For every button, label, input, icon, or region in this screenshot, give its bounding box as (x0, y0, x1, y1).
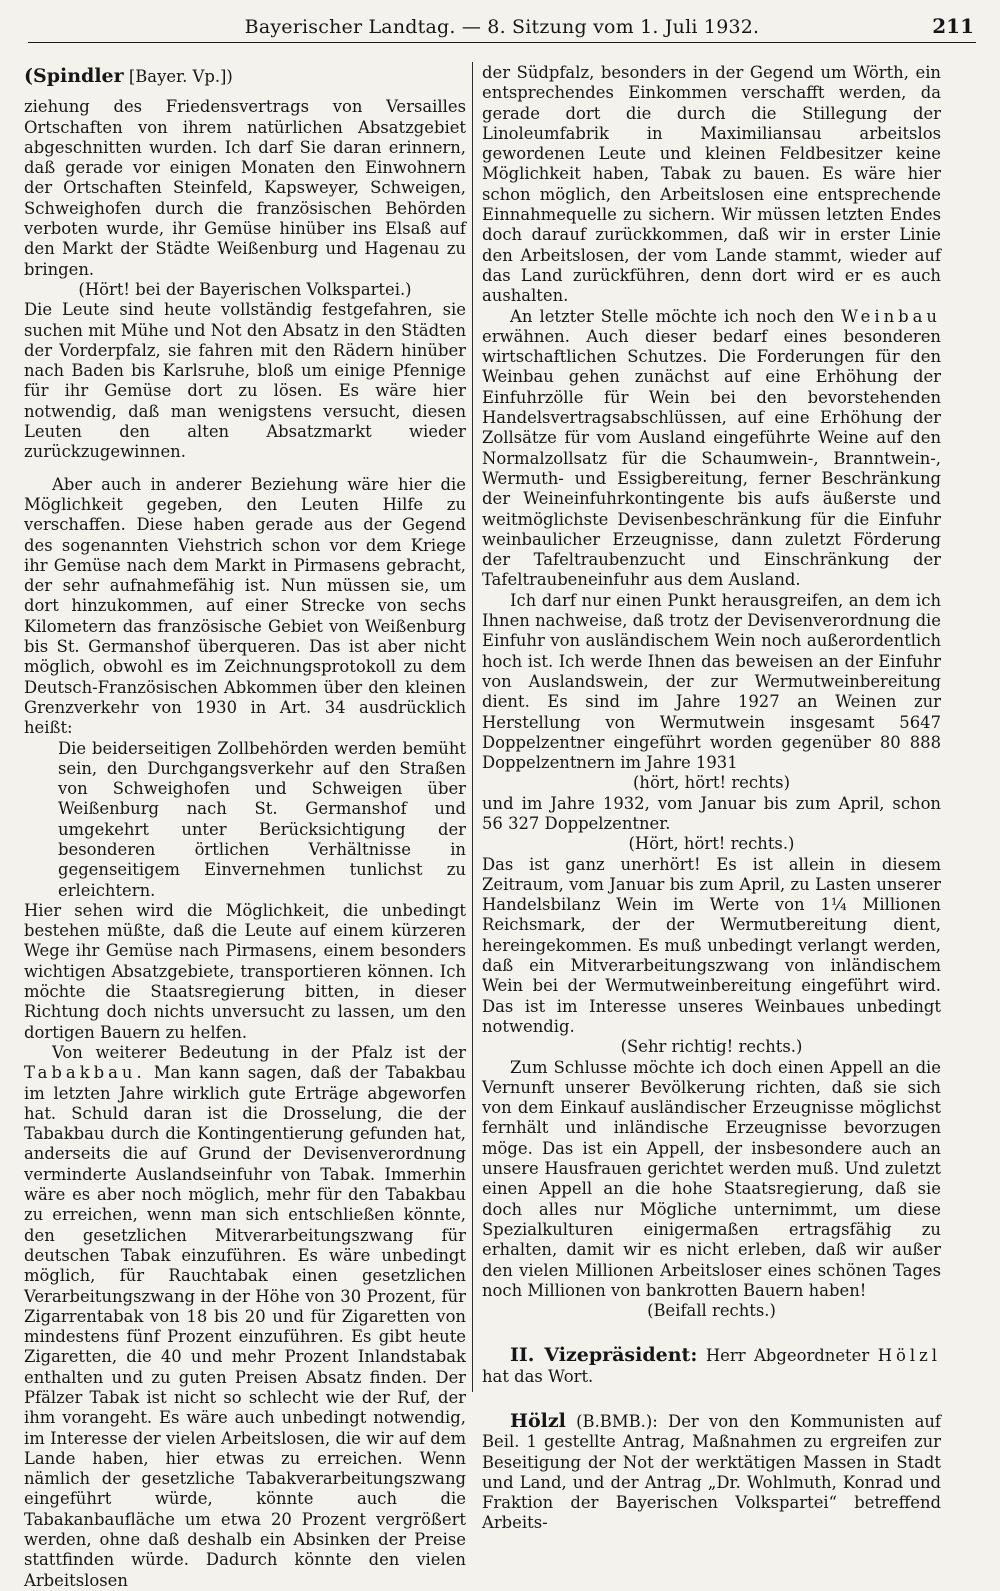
paragraph: Ich darf nur einen Punkt herausgreifen, an dem ich Ihnen nachweise, daß trotz der Devisenverordnung die Einfuhr von ausländischem Wein noch außerordentlich hoch ist. Ich werde Ihnen das beweisen an der Einfuhr von Auslandswein, der zur Wermutweinbereitung dient. Es sind im Jahre 1927 an Weinen zur Herstellung von Wermutwein insgesamt 5647 Doppelzentner eingeführt worden gegenüber 80 888 Doppelzentnern im Jahre 1931 (482, 590, 941, 773)
interjection: (Hört, hört! rechts.) (628, 834, 795, 854)
interjection: (hört, hört! rechts) (633, 773, 790, 793)
speaker-continuation-line (24, 66, 466, 87)
emphasized-term: Tabakbau. (24, 1063, 146, 1083)
paragraph: Hier sehen wird die Möglichkeit, die unbedingt bestehen müßte, daß die Leute auf einem kürzeren Wege ihr Gemüse nach Pirmasens, einem besonders wichtigen Absatzgebiete, transportieren können. Ich möchte die Staatsregierung bitten, in dieser Richtung doch nichts unversucht zu lassen, um den dortigen Bauern zu helfen. (24, 900, 466, 1042)
speaker-name: (Spindler (24, 65, 124, 87)
emphasized-term: Weinbau (841, 306, 941, 326)
interjection: (Hört! bei der Bayerischen Volkspartei.) (78, 279, 412, 299)
paragraph-text: hat das Wort. (482, 1366, 594, 1386)
paragraph: Aber auch in anderer Beziehung wäre hier die Möglichkeit gegeben, den Leuten Hilfe zu verschaffen. Diese haben gerade aus der Gegend des sogenannten Viehstrich schon vor dem Kriege ihr Gemüse nach dem Markt in Pirmasens gebracht, der sehr aufnahmefähig ist. Nun müssen sie, um dort hinzukommen, auf einer Strecke von sechs Kilometern das französische Gebiet von Weißenburg bis St. Germanshof überqueren. Das ist aber nicht möglich, obwohl es im Zeichnungsprotokoll zu dem Deutsch-Französischen Abkommen über den kleinen Grenzverkehr von 1930 in Art. 34 ausdrücklich heißt: (24, 474, 466, 738)
paragraph (482, 307, 941, 591)
paragraph: Das ist ganz unerhört! Es ist allein in diesem Zeitraum, vom Januar bis zum April, zu Lasten unserer Handelsbilanz Wein im Werte von 1¼ Millionen Reichsmark, der der Wermutbereitung dient, hereingekommen. Es muß unbedingt verlangt werden, daß ein Mitverarbeitungszwang von inländischem Wein bei der Wermutweinbereitung eingeführt wird. Das ist im Interesse unseres Weinbaues unbedingt notwendig. (482, 854, 941, 1036)
page-number: 211 (932, 14, 974, 38)
header-title: Bayerischer Landtag. — 8. Sitzung vom 1. Juli 1932. (244, 16, 760, 38)
right-column (482, 63, 941, 1533)
left-column (24, 65, 466, 1590)
speaker-name: II. Vizepräsident: (510, 1344, 698, 1367)
paragraph: und im Jahre 1932, vom Januar bis zum April, schon 56 327 Doppelzentner. (482, 793, 941, 833)
spacer (482, 1321, 941, 1345)
interjection: (Sehr richtig! rechts.) (620, 1037, 803, 1057)
paragraph (24, 1043, 466, 1591)
paragraph-text: Man kann sagen, daß der Tabakbau im letzten Jahre wirklich gute Erträge abgeworfen hat. Schuld daran ist die Drosselung, die der Tabakbau durch die Kontingentierung gefunden hat, anderseits die auf Grund der Devisenverordnung verminderte Auslandseinfuhr von Tabak. Immerhin wäre es aber noch möglich, mehr für den Tabakbau zu erreichen, wenn man sich entschließen könnte, den gesetzlichen Mitverarbeitungszwang für deutschen Tabak einzuführen. Es wäre unbedingt möglich, für Rauchtabak einen gesetzlichen Verarbeitungszwang in der Höhe von 30 Prozent, für Zigarrentabak von 18 bis 20 und für Zigaretten von mindestens fünf Prozent einzuführen. Es gibt heute Zigaretten, die 40 und mehr Prozent Inlandstabak enthalten und zu guten Preisen Absatz finden. Der Pfälzer Tabak ist nicht so schlecht wie der Ruf, der ihm vorangeht. Es wäre auch unbedingt notwendig, im Interesse der vielen Arbeitslosen, die wir auf dem Lande haben, hier etwas zu erreichen. Wenn nämlich der gesetzliche Tabakverarbeitungszwang eingeführt würde, könnte auch die Tabakanbaufläche um etwa 20 Prozent vergrößert werden, ohne daß deshalb ein Absinken der Preise stattfinden würde. Dadurch könnte den vielen Arbeitslosen (24, 1063, 466, 1590)
interjection: (Beifall rechts.) (647, 1301, 776, 1321)
speaker-turn (482, 1345, 941, 1387)
spacer (482, 1387, 941, 1411)
paragraph-text: An letzter Stelle möchte ich noch den (510, 306, 835, 326)
paragraph-text: Herr Abgeordneter (705, 1346, 870, 1366)
speaker-party: (B.BMB.): (576, 1412, 658, 1431)
speaker-name: Hölzl (510, 1410, 566, 1432)
paragraph-text: erwähnen. Auch dieser bedarf eines besonderen wirtschaftlichen Schutzes. Die Forderungen für den Weinbau gehen zunächst auf eine Erhöhung der Einfuhrzölle für Wein bei den bevorstehenden Handelsvertragsabschlüssen, auf eine Erhöhung der Zollsätze für vom Ausland eingeführte Weine auf den Normalzollsatz für die Schaumwein-, Branntwein-, Wermuth- und Essigbereitung, ferner Beschränkung der Weineinfuhrkontingente bis aufs äußerste und weitmöglichste Devisenbeschränkung für die Einfuhr weinbaulicher Erzeugnisse, dann zuletzt Förderung der Tafeltraubenzucht und Einschränkung der Tafeltraubeneinfuhr aus dem Ausland. (482, 326, 941, 590)
speaker-turn (482, 1411, 941, 1534)
paragraph-text: Der von den Kommunisten auf Beil. 1 gestellte Antrag, Maßnahmen zu ergreifen zur Beseitigung der Not der werktätigen Massen in Stadt und Land, und der Antrag „Dr. Wohlmuth, Konrad und Fraktion der Bayerischen Volkspartei“ betreffend Arbeits- (482, 1412, 941, 1533)
emphasized-name: Hölzl (877, 1346, 941, 1366)
spacer (24, 463, 466, 475)
paragraph: der Südpfalz, besonders in der Gegend um Wörth, ein entsprechendes Einkommen verschafft werden, da gerade dort die durch die Stillegung der Linoleumfabrik in Maximiliansau arbeitslos gewordenen Leute und kleinen Feldbesitzer keine Möglichkeit haben, Tabak zu bauen. Es wäre hier schon möglich, den Arbeitslosen eine entsprechende Einnahmequelle zu sichern. Wir müssen letzten Endes doch darauf zurückkommen, daß wir in erster Linie den Arbeitslosen, der vom Lande stammt, wieder auf das Land zurückführen, denn dort wird er es auch aushalten. (482, 63, 941, 306)
speaker-party: [Bayer. Vp.]) (128, 67, 233, 86)
paragraph: ziehung des Friedensvertrags von Versailles Ortschaften von ihrem natürlichen Absatzgebiet abgeschnitten wurden. Ich darf Sie daran erinnern, daß gerade vor einigen Monaten den Einwohnern der Ortschaften Steinfeld, Kapsweyer, Schweigen, Schweighofen durch die französischen Behörden verboten wurde, ihr Gemüse hinüber ins Elsaß auf den Markt der Städte Weißenburg und Hagenau zu bringen. (24, 97, 466, 279)
paragraph-text: Von weiterer Bedeutung in der Pfalz ist der (52, 1042, 466, 1062)
running-header (28, 14, 976, 43)
paragraph: Zum Schlusse möchte ich doch einen Appell an die Vernunft unserer Bevölkerung richten, daß sie sich von dem Einkauf ausländischer Erzeugnisse möglichst fernhält und inländische Erzeugnisse bevorzugen möge. Das ist ein Appell, der insbesondere auch an unsere Hausfrauen gerichtet werden muß. Und zuletzt einen Appell an die hohe Staatsregierung, daß sie doch alles nur Mögliche unternimmt, um diese Spezialkulturen einigermaßen ertragsfähig zu erhalten, damit wir es nicht erleben, daß wir außer den vielen Millionen Arbeitsloser eines schönen Tages noch Millionen von bankrotten Bauern haben! (482, 1057, 941, 1300)
paragraph: Die Leute sind heute vollständig festgefahren, sie suchen mit Mühe und Not den Absatz in den Städten der Vorderpfalz, sie fahren mit den Rädern hinüber nach Baden bis Karlsruhe, bloß um einige Pfennige für ihr Gemüse dort zu lösen. Es wäre hier notwendig, daß man wenigstens versucht, diesen Leuten den alten Absatzmarkt wieder zurückzugewinnen. (24, 300, 466, 462)
column-divider (472, 62, 473, 1392)
block-quote: Die beiderseitigen Zollbehörden werden bemüht sein, den Durchgangsverkehr auf den Straßen von Schweighofen und Schweigen über Weißenburg nach St. Germanshof und umgekehrt unter Berücksichtigung der besonderen örtlichen Verhältnisse in gegenseitigem Einvernehmen tunlichst zu erleichtern. (58, 738, 466, 900)
